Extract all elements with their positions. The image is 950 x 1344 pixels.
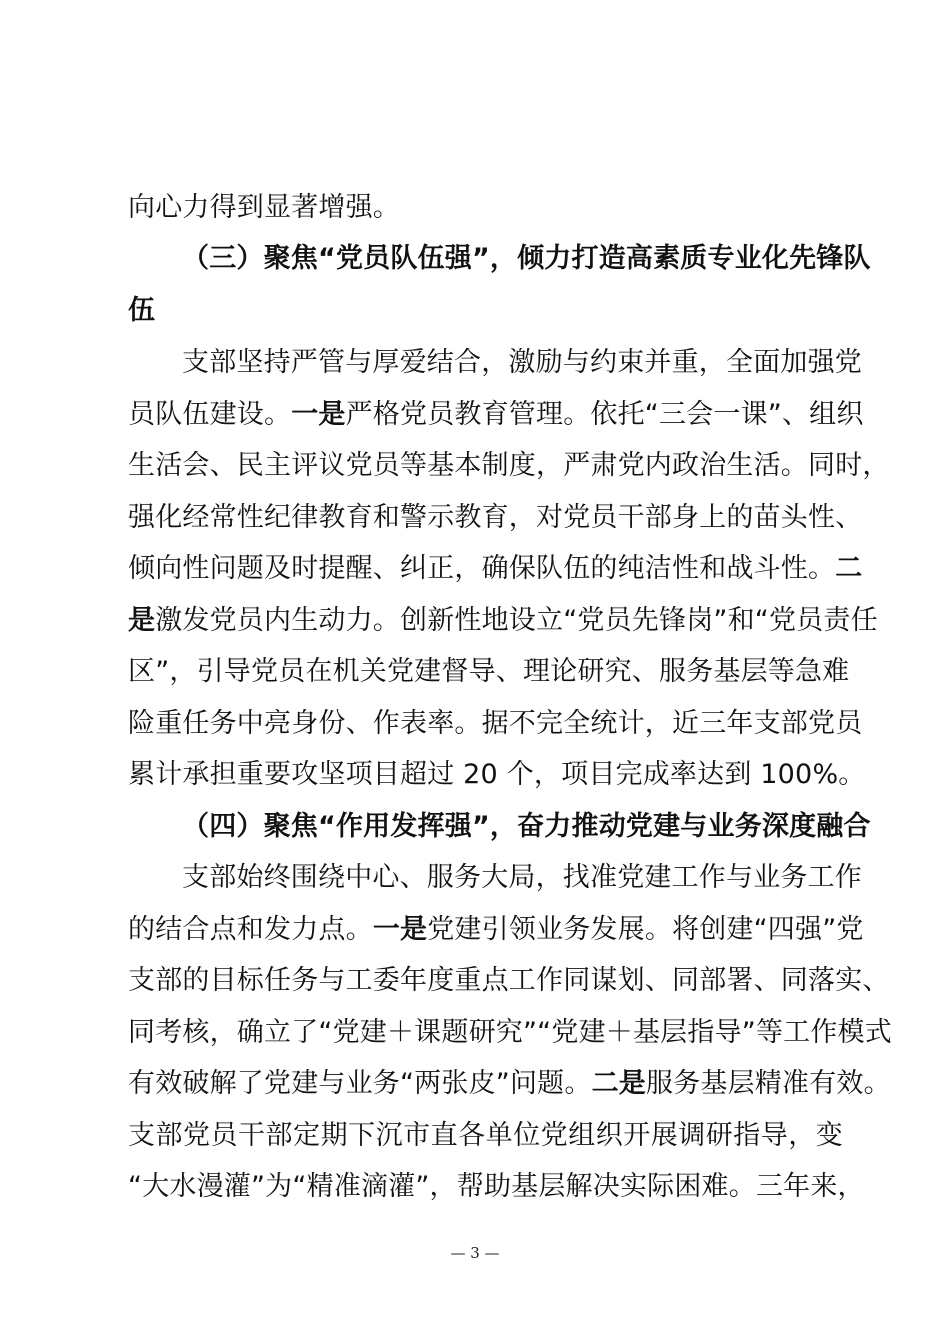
paragraph-line: 支部坚持严管与厚爱结合，激励与约束并重，全面加强党 [182, 347, 862, 378]
paragraph-line: 生活会、民主评议党员等基本制度，严肃党内政治生活。同时， [128, 450, 890, 481]
paragraph-line: 支部始终围绕中心、服务大局，找准党建工作与业务工作 [182, 862, 862, 893]
paragraph-line: 支部党员干部定期下沉市直各单位党组织开展调研指导，变 [128, 1120, 843, 1151]
paragraph-line: 向心力得到显著增强。 [128, 192, 400, 223]
paragraph-line: 倾向性问题及时提醒、纠正，确保队伍的纯洁性和战斗性。二 [128, 553, 863, 584]
emphasis-text: 二是 [591, 1068, 646, 1099]
paragraph-line: “大水漫灌”为“精准滴灌”，帮助基层解决实际困难。三年来， [128, 1171, 865, 1202]
paragraph-line: 支部的目标任务与工委年度重点工作同谋划、同部署、同落实、 [128, 965, 890, 996]
emphasis-text: 是 [128, 605, 156, 636]
page-number: — 3 — [450, 1244, 500, 1262]
emphasis-text: 一是 [291, 399, 346, 430]
paragraph-line: 员队伍建设。一是严格党员教育管理。依托“三会一课”、组织 [128, 399, 864, 430]
emphasis-text: 二 [835, 553, 863, 584]
section-heading-4: （四）聚焦“作用发挥强”，奋力推动党建与业务深度融合 [182, 811, 871, 842]
paragraph-line: 的结合点和发力点。一是党建引领业务发展。将创建“四强”党 [128, 914, 864, 945]
emphasis-text: 一是 [372, 914, 428, 945]
section-heading-3-continued: 伍 [128, 295, 156, 326]
paragraph-line: 是激发党员内生动力。创新性地设立“党员先锋岗”和“党员责任 [128, 605, 878, 636]
section-heading-3: （三）聚焦“党员队伍强”，倾力打造高素质专业化先锋队 [182, 243, 871, 274]
paragraph-line: 有效破解了党建与业务“两张皮”问题。二是服务基层精准有效。 [128, 1068, 891, 1099]
paragraph-line: 险重任务中亮身份、作表率。据不完全统计，近三年支部党员 [128, 708, 863, 739]
paragraph-line: 区”，引导党员在机关党建督导、理论研究、服务基层等急难 [128, 656, 850, 687]
paragraph-line: 同考核，确立了“党建＋课题研究”“党建＋基层指导”等工作模式 [128, 1017, 892, 1048]
paragraph-line: 累计承担重要攻坚项目超过 20 个，项目完成率达到 100%。 [128, 759, 866, 790]
paragraph-line: 强化经常性纪律教育和警示教育，对党员干部身上的苗头性、 [128, 502, 863, 533]
